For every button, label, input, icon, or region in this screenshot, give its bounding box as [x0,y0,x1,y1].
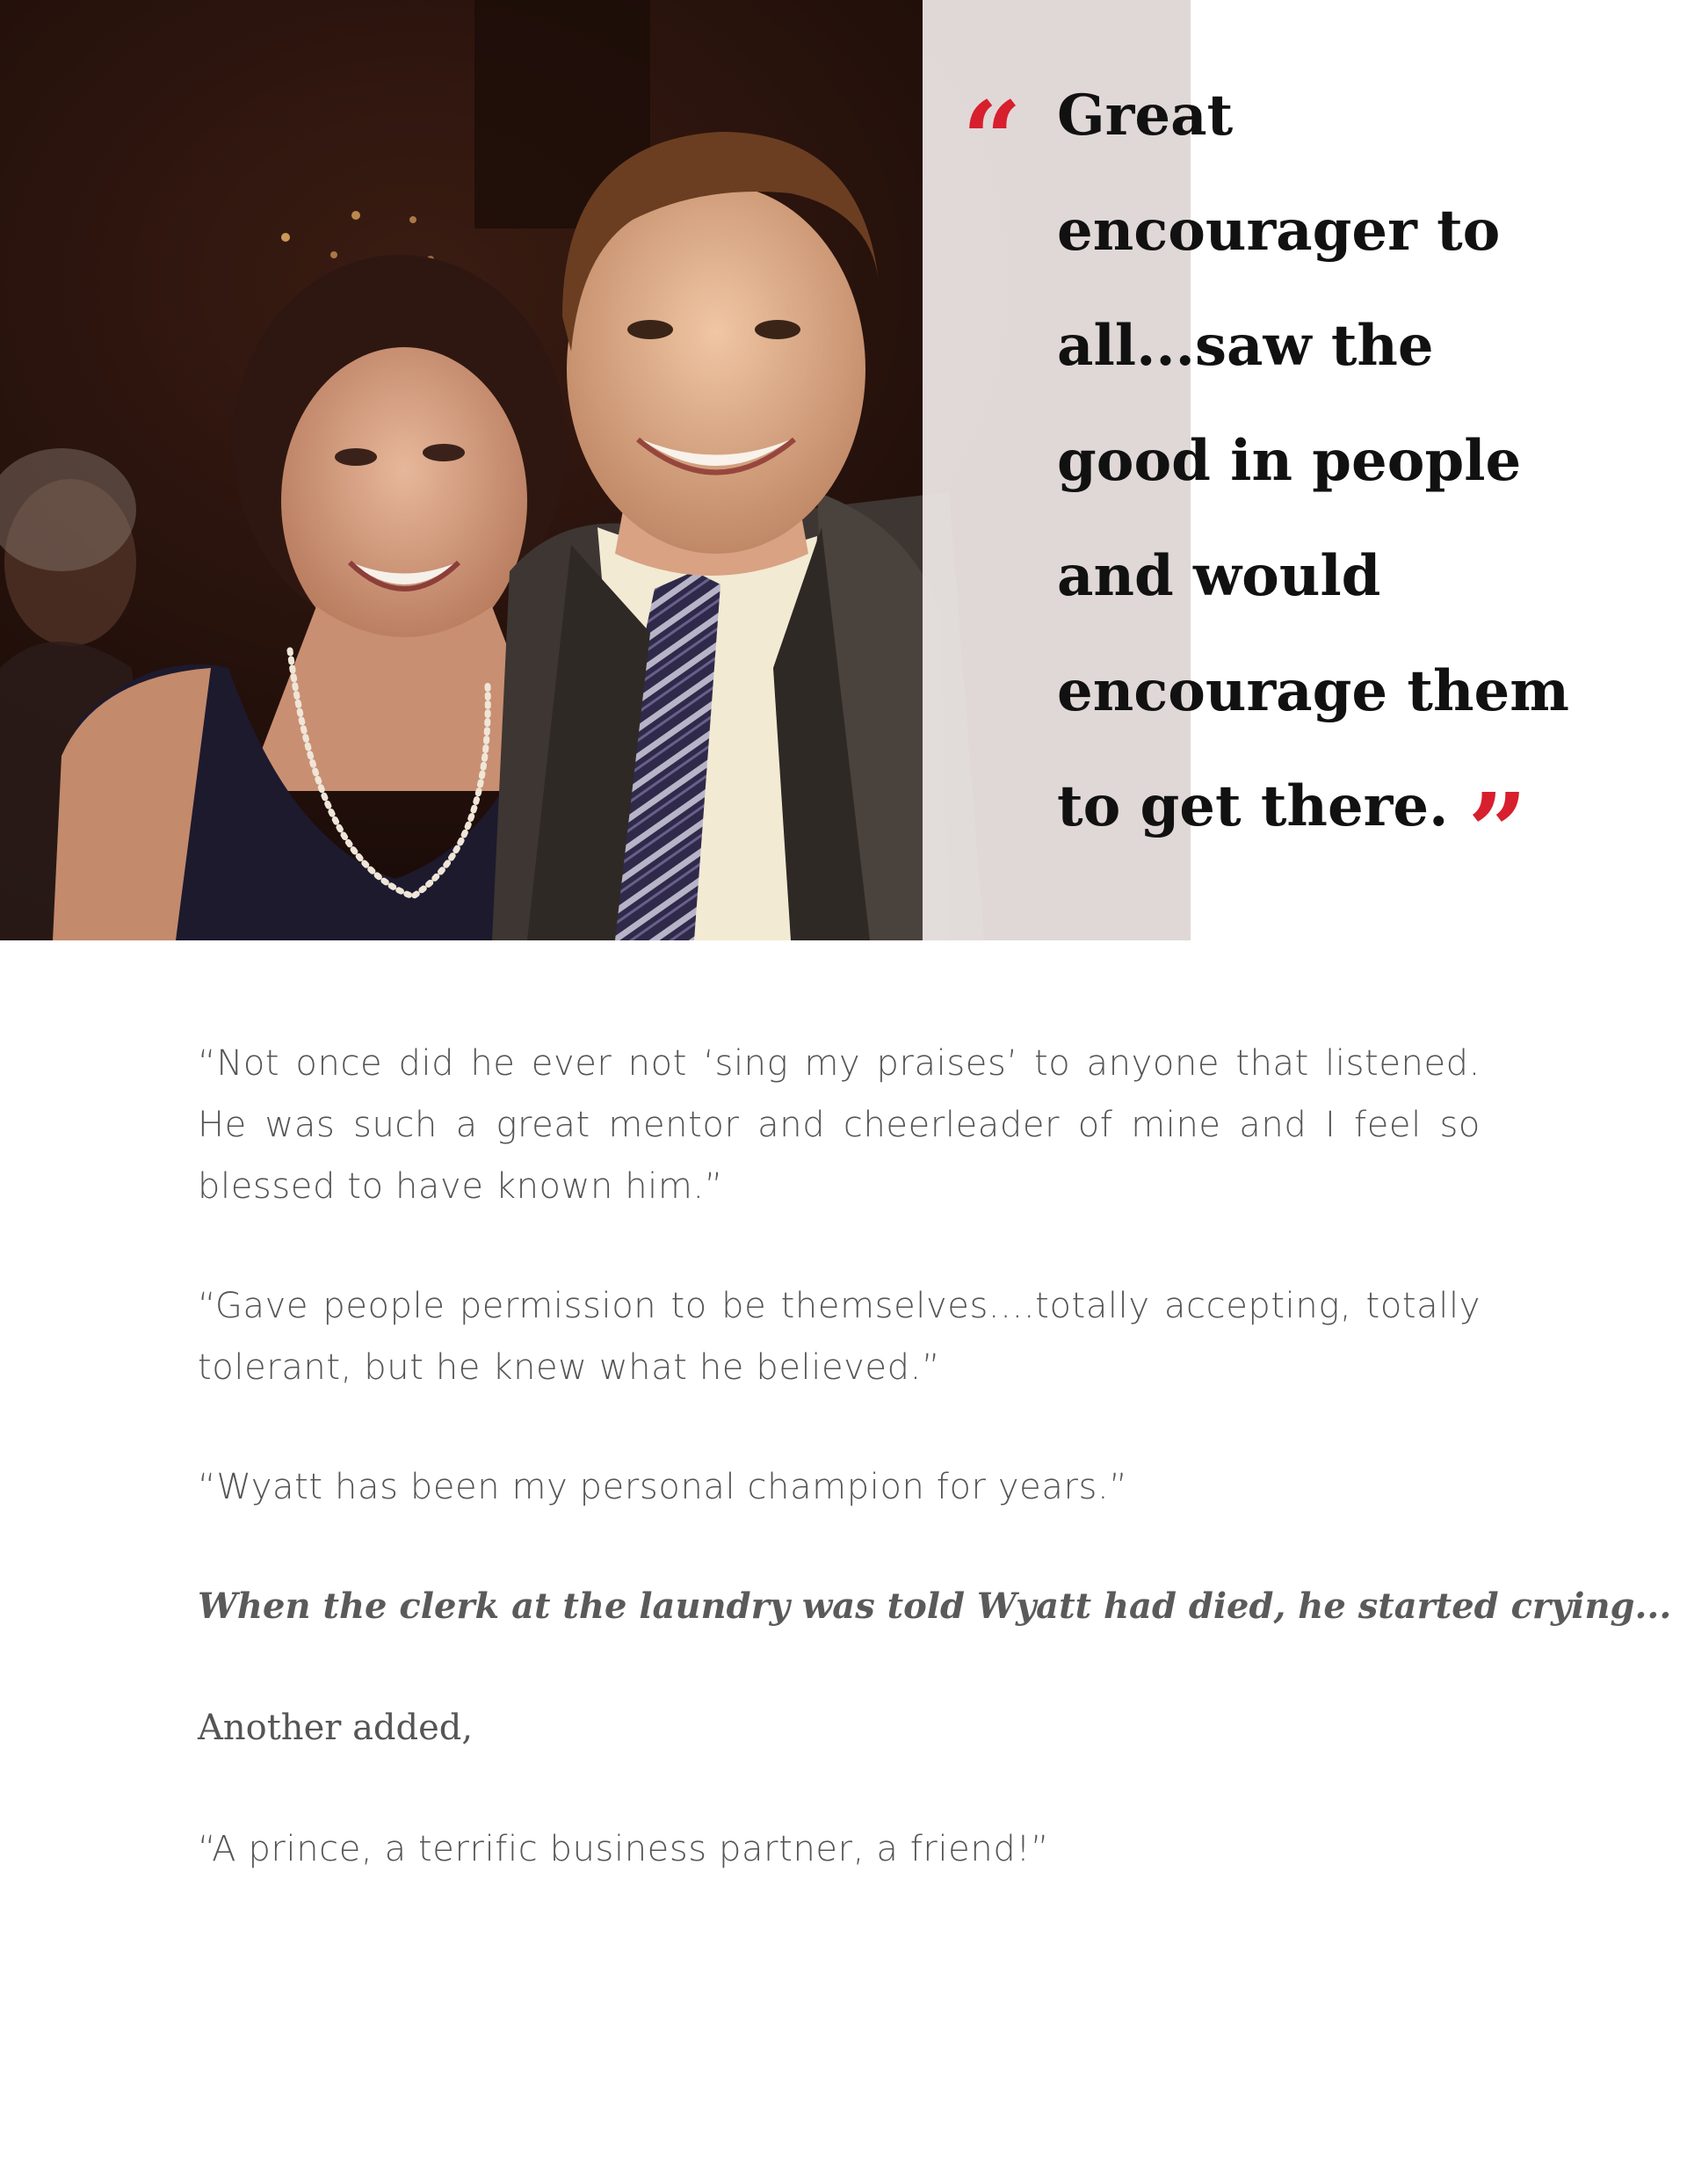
pull-quote-line: encourager to [1057,198,1501,264]
testimonials-section [198,1033,1672,1880]
laundry-note: When the clerk at the laundry was told Wyatt had died, he started crying... [198,1585,1672,1627]
open-quote-mark: “ [962,78,1022,200]
another-added-text: Another added, [198,1708,474,1748]
close-quote-mark: ” [1467,770,1528,892]
pull-quote-line: all...saw the [1057,313,1434,379]
pull-quote-text [1057,83,1602,892]
pull-quote-line: to get there. [1057,773,1449,839]
pull-quote-last-line [1057,749,1602,892]
final-quote: “A prince, a terrific business partner, a friend!” [198,1829,1050,1869]
testimonial-paragraph: “Wyatt has been my personal champion for years.” [198,1467,1128,1507]
pull-quote-line: Great [1057,83,1234,149]
hero-section [0,0,1687,940]
testimonial-paragraph: “Gave people permission to be themselves....totally accepting, totally tolerant, but he knew what he believed.” [198,1286,1481,1388]
pull-quote-line: encourage them [1057,658,1569,724]
testimonial-paragraph: “Not once did he ever not ‘sing my praises’ to anyone that listened. He was such a great mentor and cheerleader of mine and I feel so blessed to have known him.” [198,1043,1481,1207]
pull-quote-line: good in people [1057,428,1522,494]
pull-quote-line: and would [1057,543,1381,609]
